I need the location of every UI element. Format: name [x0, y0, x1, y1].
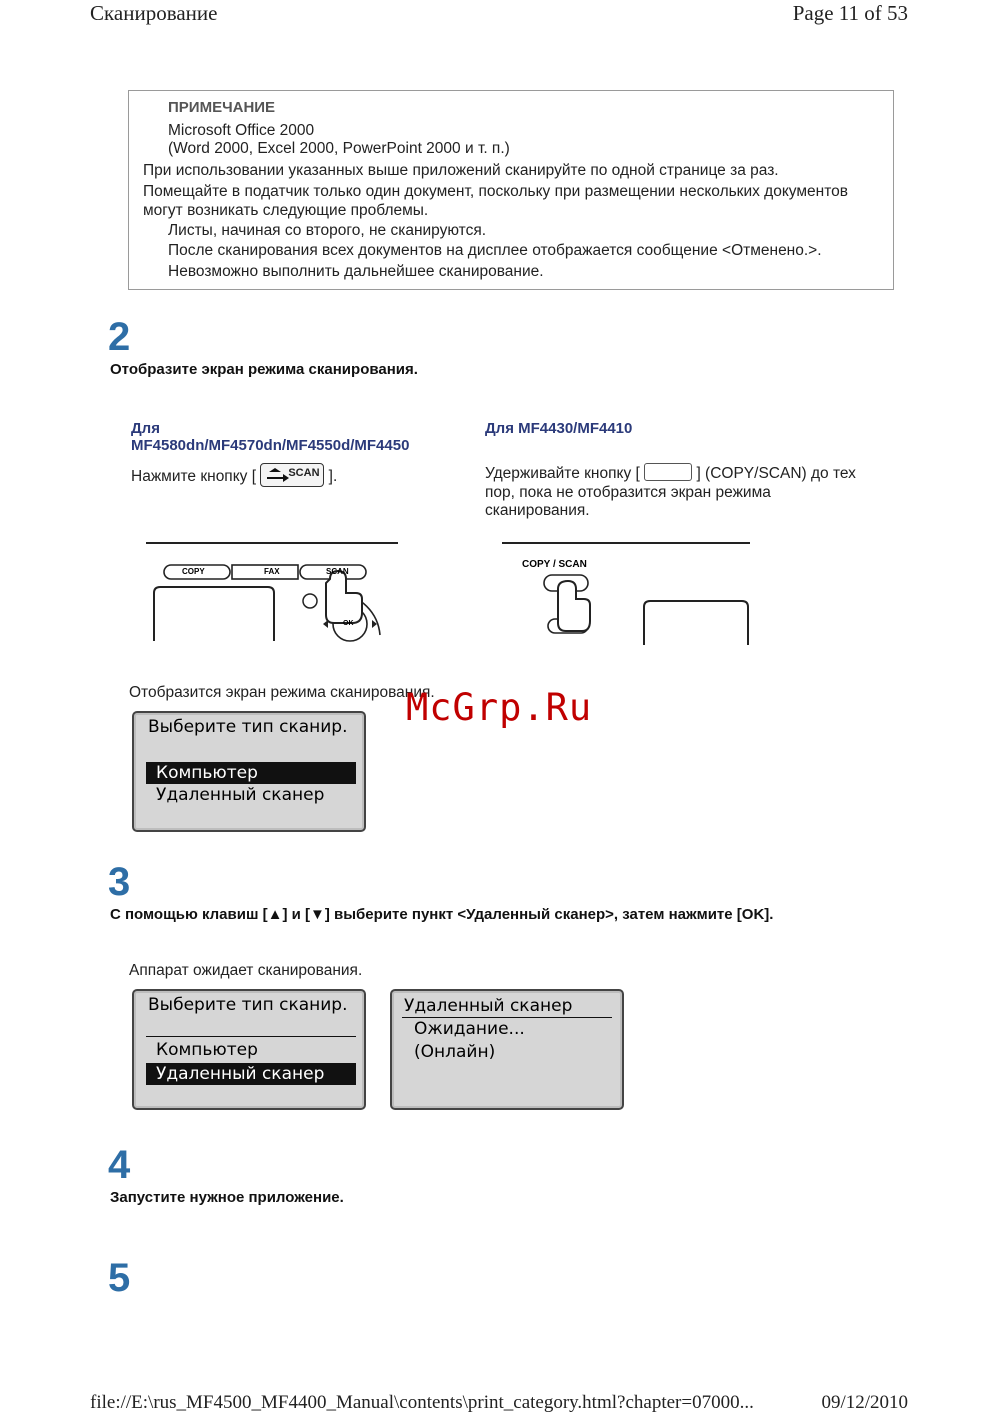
note-line: Невозможно выполнить дальнейшее сканирование.: [168, 263, 544, 280]
model-heading: MF4580dn/MF4570dn/MF4550d/MF4450: [131, 437, 410, 454]
lcd-item: Удаленный сканер: [156, 785, 325, 805]
lcd-divider: [402, 1017, 612, 1018]
scan-button-icon: [260, 463, 324, 487]
lcd-line: (Онлайн): [414, 1042, 496, 1062]
copy-scan-button-icon: [644, 463, 692, 481]
note-line: После сканирования всех документов на дисплее отображается сообщение <Отменено.>.: [168, 242, 822, 259]
model-heading: Для: [131, 420, 160, 437]
footer-date: 09/12/2010: [821, 1392, 908, 1413]
note-box: [128, 90, 894, 290]
step-text: Отобразите экран режима сканирования.: [110, 361, 418, 378]
control-panel-illustration: [140, 535, 410, 655]
lcd-screen: [132, 711, 366, 832]
instruction-text: [131, 465, 337, 489]
copy-scan-key-label: COPY / SCAN: [522, 559, 587, 570]
instruction-before: Удерживайте кнопку [: [485, 465, 640, 483]
lcd-screen: [132, 989, 366, 1110]
lcd-item-selected: Компьютер: [146, 762, 356, 784]
instruction-text: сканирования.: [485, 502, 590, 519]
step-text: С помощью клавиш [▲] и [▼] выберите пункт <Удаленный сканер>, затем нажмите [OK].: [110, 906, 774, 923]
note-line: Листы, начиная со второго, не сканируются.: [168, 222, 487, 239]
instruction-after: ].: [328, 468, 338, 486]
step-number: 2: [108, 315, 131, 359]
step-number: 4: [108, 1143, 131, 1187]
instruction-text: пор, пока не отобразится экран режима: [485, 484, 771, 501]
note-line: Помещайте в податчик только один документ, поскольку при размещении нескольких документов: [143, 183, 848, 200]
fax-key-label: FAX: [264, 567, 280, 576]
scan-key-label: SCAN: [326, 567, 349, 576]
lcd-line: Ожидание...: [414, 1019, 525, 1039]
note-line: При использовании указанных выше приложений сканируйте по одной странице за раз.: [143, 162, 779, 179]
lcd-item-selected: Удаленный сканер: [146, 1063, 356, 1085]
note-line: (Word 2000, Excel 2000, PowerPoint 2000 и т. п.): [168, 140, 510, 157]
copy-key-label: COPY: [182, 567, 205, 576]
ok-key-label: OK: [343, 620, 354, 627]
lcd-title: Удаленный сканер: [404, 996, 573, 1016]
step-number: 3: [108, 860, 131, 904]
lcd-item: Компьютер: [156, 1040, 258, 1060]
lcd-title: Выберите тип сканир.: [148, 995, 348, 1015]
lcd-divider: [146, 1036, 356, 1037]
note-line: могут возникать следующие проблемы.: [143, 202, 429, 219]
result-text: Отобразится экран режима сканирования.: [129, 684, 435, 701]
model-heading: Для MF4430/MF4410: [485, 420, 633, 437]
note-line: Microsoft Office 2000: [168, 122, 315, 139]
note-title: ПРИМЕЧАНИЕ: [168, 99, 276, 116]
instruction-text: [485, 465, 856, 483]
step-number: 5: [108, 1256, 131, 1300]
instruction-before: Нажмите кнопку [: [131, 468, 257, 486]
footer-path: file://E:\rus_MF4500_MF4400_Manual\contents\print_category.html?chapter=07000...: [90, 1392, 754, 1413]
control-panel-illustration: [486, 535, 766, 655]
instruction-after: ] (COPY/SCAN) до тех: [696, 465, 856, 483]
lcd-title: Выберите тип сканир.: [148, 717, 348, 737]
result-text: Аппарат ожидает сканирования.: [129, 962, 363, 979]
lcd-screen: [390, 989, 624, 1110]
header-title: Сканирование: [90, 1, 218, 25]
watermark: McGrp.Ru: [406, 686, 593, 729]
scan-button-label: SCAN: [288, 467, 320, 479]
step-text: Запустите нужное приложение.: [110, 1189, 344, 1206]
page-number: Page 11 of 53: [792, 1, 908, 25]
